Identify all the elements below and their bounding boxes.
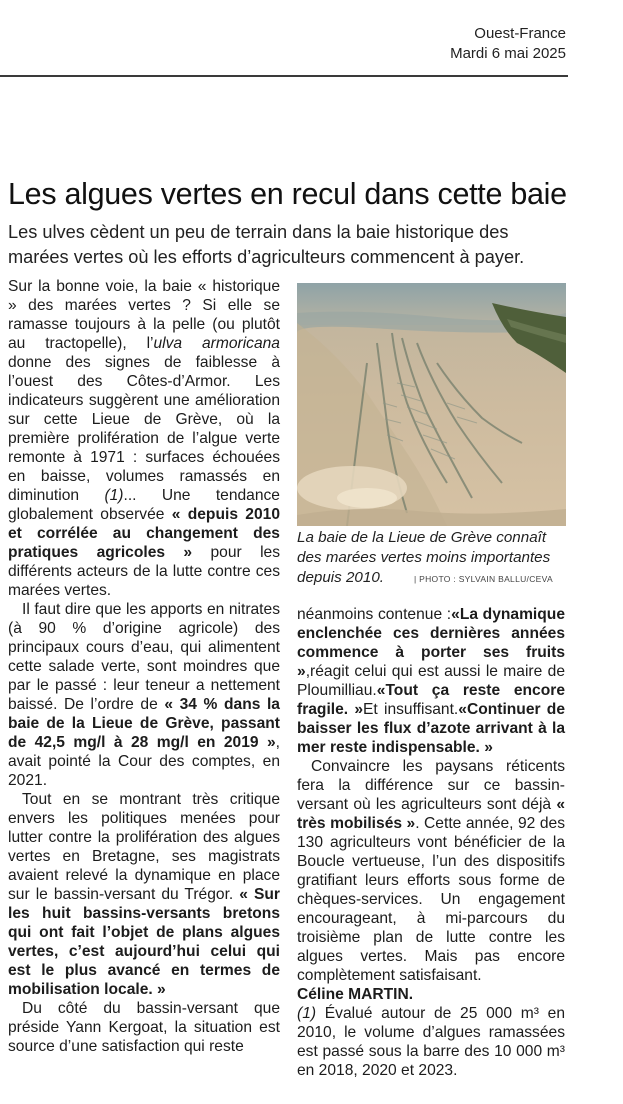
article-column-left bbox=[8, 277, 280, 1056]
photo-caption: La baie de la Lieue de Grève connaît des marées vertes moins importantes depuis 2010. | PHOTO : SYLVAIN BALLU/CEVA bbox=[297, 529, 553, 586]
masthead bbox=[450, 24, 566, 64]
article-headline: Les algues vertes en recul dans cette baie bbox=[8, 177, 567, 211]
paragraph-1: Sur la bonne voie, la baie « historique » des marées vertes ? Si elle se ramasse toujours à la pelle (ou plutôt au tractopelle), l’ulva armoricana donne des signes de faiblesse à l’ouest des Côtes-d’Armor. Les indicateurs suggèrent une amélioration sur cette Lieue de Grève, où la première prolifération de l’algue verte remonte à 1971 : surfaces échouées en baisse, volumes ramassés en diminution (1)... Une tendance globalement observée « depuis 2010 et corrélée au changement des pratiques agricoles » pour les différents acteurs de la lutte contre ces marées vertes. bbox=[8, 278, 280, 599]
header-rule bbox=[0, 75, 568, 77]
paragraph-4-continued: néanmoins contenue :«La dynamique enclenchée ces dernières années commence à porter ses fruits »,réagit celui qui est aussi le maire de Ploumilliau.«Tout ça reste encore fragile. »Et insuffisant.«Continuer de baisser les flux d’azote arrivant à la mer reste indispensable. » bbox=[297, 606, 565, 756]
photo-credit: | PHOTO : SYLVAIN BALLU/CEVA bbox=[413, 574, 553, 584]
paragraph-4: Du côté du bassin-versant que préside Yann Kergoat, la situation est source d’une satisfaction qui reste bbox=[8, 1000, 280, 1055]
bay-aerial-image bbox=[297, 283, 566, 526]
article-standfirst: Les ulves cèdent un peu de terrain dans la baie historique des marées vertes où les efforts d’agriculteurs commencent à payer. bbox=[8, 222, 525, 267]
author-signature: Céline MARTIN. bbox=[297, 986, 414, 1003]
publication-date: Mardi 6 mai 2025 bbox=[450, 45, 566, 62]
paragraph-5: Convaincre les paysans réticents fera la différence sur ce bassin-versant où les agriculteurs sont déjà « très mobilisés ». Cette année, 92 des 130 agriculteurs vont bénéficier de la Boucle vertueuse, l’un des dispositifs gratifiant leurs efforts sous forme de chèques-services. Un engagement encourageant, à mi-parcours du troisième plan de lutte contre les algues vertes. Mais pas encore complètement satisfaisant. bbox=[297, 758, 566, 984]
bay-aerial-photo bbox=[297, 283, 566, 526]
footnote: (1) Évalué autour de 25 000 m³ en 2010, le volume d’algues ramassées est passé sous la barre des 10 000 m³ en 2018, 2020 et 2023. bbox=[297, 1005, 565, 1079]
article-column-right bbox=[297, 605, 565, 1080]
publication-name: Ouest-France bbox=[474, 25, 566, 42]
paragraph-3: Tout en se montrant très critique envers les politiques menées pour lutter contre la prolifération des algues vertes en Bretagne, ses magistrats avaient relevé la dynamique en place sur le bassin-versant du Trégor. « Sur les huit bassins-versants bretons qui ont fait l’objet de plans algues vertes, c’est aujourd’hui celui qui est le plus avancé en termes de mobilisation locale. » bbox=[8, 791, 280, 998]
paragraph-2: Il faut dire que les apports en nitrates (à 90 % d’origine agricole) des principaux cours d’eau, qui alimentent cette salade verte, sont moindres que par le passé : leur teneur a nettement baissé. De l’ordre de « 34 % dans la baie de la Lieue de Grève, passant de 42,5 mg/l à 28 mg/l en 2019 », avait pointé la Cour des comptes, en 2021. bbox=[8, 601, 280, 789]
